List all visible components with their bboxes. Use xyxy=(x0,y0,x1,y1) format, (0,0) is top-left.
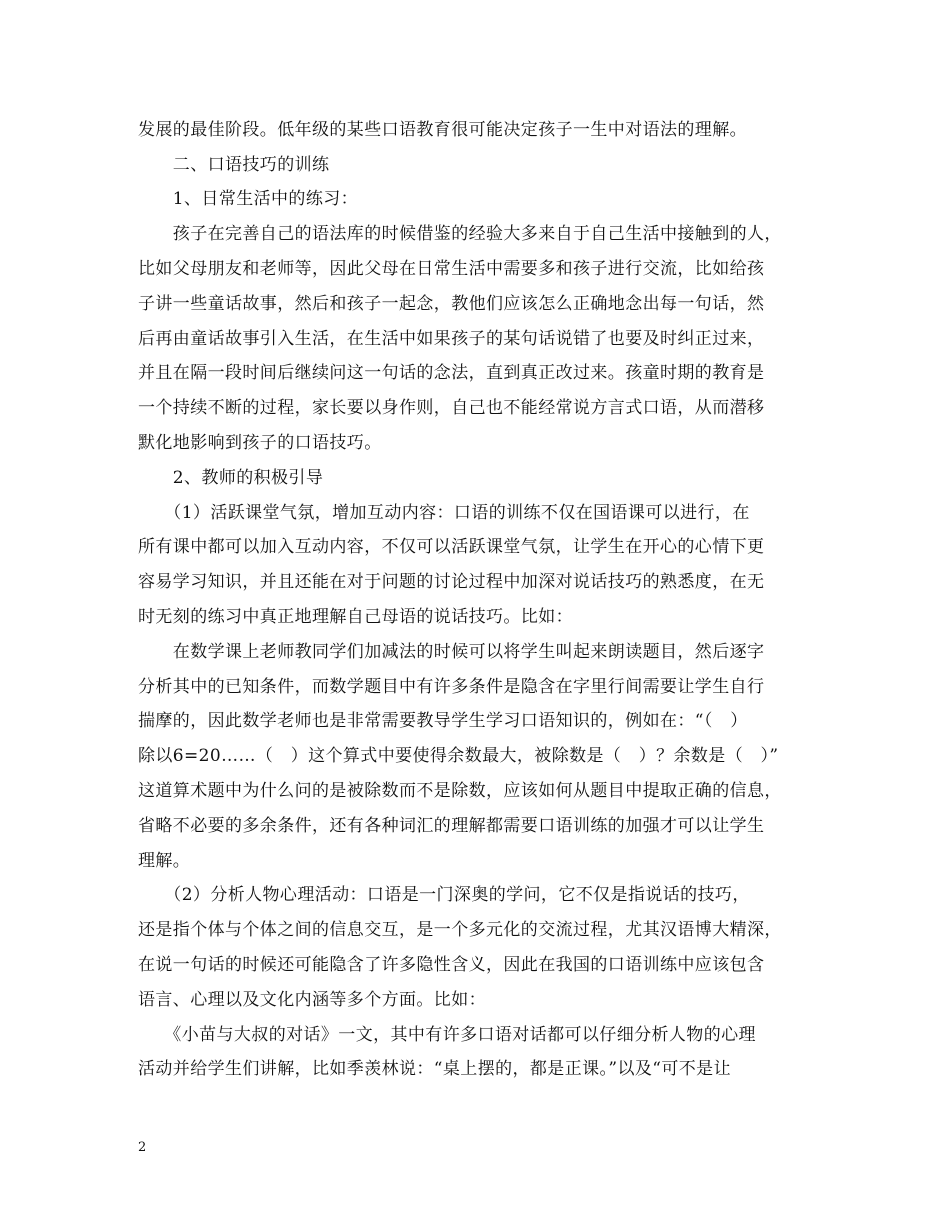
subsection-heading: 1、日常生活中的练习： xyxy=(138,189,359,209)
section-heading: 二、口语技巧的训练 xyxy=(138,155,330,175)
text-line: 发展的最佳阶段。低年级的某些口语教育很可能决定孩子一生中对语法的理解。 xyxy=(138,120,747,140)
text-line: （2）分析人物心理活动：口语是一门深奥的学问，它不仅是指说话的技巧， xyxy=(138,885,750,905)
text-line: 《小苗与大叔的对话》一文，其中有许多口语对话都可以仔细分析人物的心理 xyxy=(138,1025,756,1045)
text-line: 分析其中的已知条件，而数学题目中有许多条件是隐含在字里行间需要让学生自行 xyxy=(138,677,765,697)
text-line: 并且在隔一段时间后继续问这一句话的念法，直到真正改过来。孩童时期的教育是 xyxy=(138,363,765,383)
text-line: 揣摩的，因此数学老师也是非常需要教导学生学习口语知识的，例如在：“（ ） xyxy=(138,711,748,731)
text-line: 默化地影响到孩子的口语技巧。 xyxy=(138,433,382,453)
text-line: 还是指个体与个体之间的信息交互，是一个多元化的交流过程，尤其汉语博大精深， xyxy=(138,920,782,940)
text-line: 在说一句话的时候还可能隐含了许多隐性含义，因此在我国的口语训练中应该包含 xyxy=(138,955,765,975)
text-line: 语言、心理以及文化内涵等多个方面。比如： xyxy=(138,990,486,1010)
text-line: 这道算术题中为什么问的是被除数而不是除数，应该如何从题目中提取正确的信息， xyxy=(138,781,782,801)
text-line: 容易学习知识，并且还能在对于问题的讨论过程中加深对说话技巧的熟悉度，在无 xyxy=(138,572,765,592)
subsection-heading: 2、教师的积极引导 xyxy=(138,468,324,488)
text-line: 孩子在完善自己的语法库的时候借鉴的经验大多来自于自己生活中接触到的人， xyxy=(138,224,782,244)
text-line: 活动并给学生们讲解，比如季羡林说：“桌上摆的，都是正课。”以及“可不是让 xyxy=(138,1059,731,1079)
text-line: 在数学课上老师教同学们加减法的时候可以将学生叫起来朗读题目，然后逐字 xyxy=(138,642,765,662)
text-line: 比如父母朋友和老师等，因此父母在日常生活中需要多和孩子进行交流，比如给孩 xyxy=(138,259,765,279)
text-line: 所有课中都可以加入互动内容，不仅可以活跃课堂气氛，让学生在开心的心情下更 xyxy=(138,537,765,557)
text-line: 一个持续不断的过程，家长要以身作则，自己也不能经常说方言式口语，从而潜移 xyxy=(138,398,765,418)
text-line: 子讲一些童话故事，然后和孩子一起念，教他们应该怎么正确地念出每一句话，然 xyxy=(138,294,765,314)
text-line: （1）活跃课堂气氛，增加互动内容：口语的训练不仅在国语课可以进行，在 xyxy=(138,503,750,523)
page-number: 2 xyxy=(138,1140,147,1155)
text-line: 省略不必要的多余条件，还有各种词汇的理解都需要口语训练的加强才可以让学生 xyxy=(138,816,765,836)
text-line: 理解。 xyxy=(138,851,191,871)
text-line: 除以6=20……（ ）这个算式中要使得余数最大，被除数是（ ）？余数是（ ）” xyxy=(138,746,779,766)
text-line: 时无刻的练习中真正地理解自己母语的说话技巧。比如： xyxy=(138,607,573,627)
text-line: 后再由童话故事引入生活，在生活中如果孩子的某句话说错了也要及时纠正过来， xyxy=(138,329,765,349)
